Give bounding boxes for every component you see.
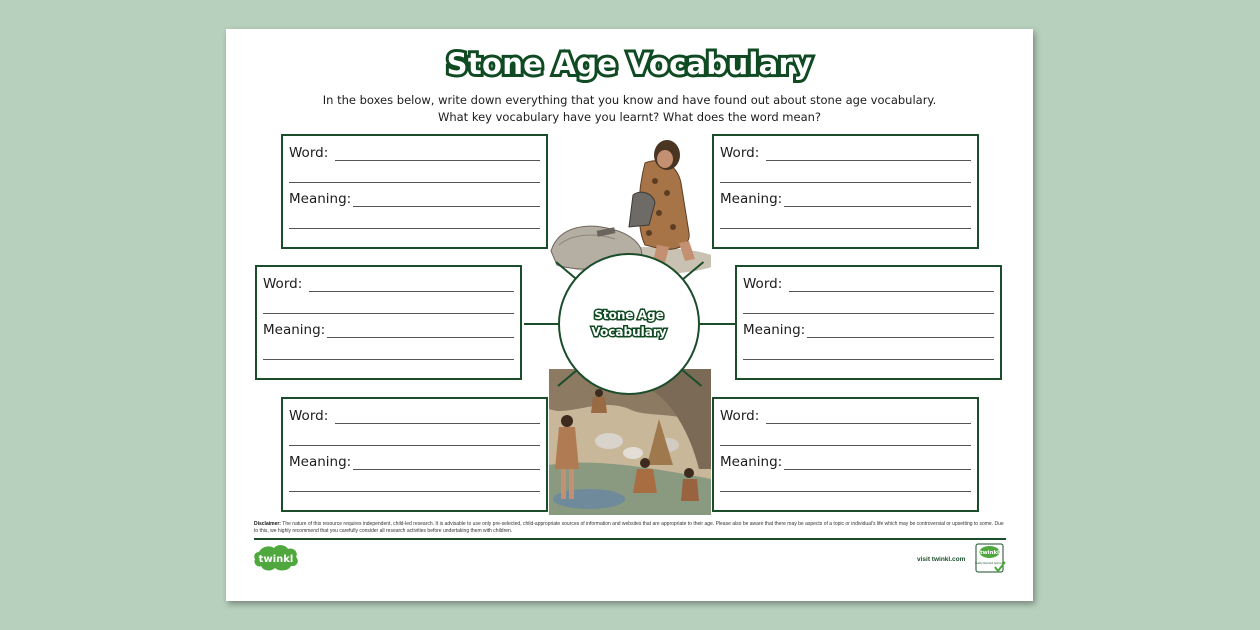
word-line-2[interactable] — [289, 445, 540, 446]
word-label: Word: — [263, 276, 303, 292]
meaning-line-2[interactable] — [263, 359, 514, 360]
caveman-illustration — [549, 133, 711, 273]
meaning-label: Meaning: — [720, 454, 783, 470]
disclaimer-text: The nature of this resource requires independent, child-led research. It is advisable to use only pre-selected, child-appropriate sources of information and websites that are appropriate to their age. Please also be aware that there may be aspects of a topic or individual's life which may be controversial or upsetting to some. Due to this, we highly recommend that you carefully consider all research activities before undertaking them with children. — [254, 521, 1004, 534]
word-line-2[interactable] — [289, 182, 540, 183]
word-label: Word: — [720, 145, 760, 161]
footer-divider — [254, 538, 1006, 540]
worksheet-page — [226, 29, 1033, 601]
worksheet-title: Stone Age Vocabulary — [446, 47, 813, 81]
connector-left — [524, 323, 560, 325]
word-line-2[interactable] — [720, 445, 971, 446]
meaning-label: Meaning: — [289, 191, 352, 207]
word-label: Word: — [289, 408, 329, 424]
instruction-line-1: In the boxes below, write down everything that you know and have found out about stone age vocabulary. — [322, 93, 937, 107]
meaning-line-2[interactable] — [720, 228, 971, 229]
vocab-box-bottom-left — [281, 397, 548, 512]
word-line-2[interactable] — [263, 313, 514, 314]
word-line[interactable] — [789, 291, 994, 292]
vocab-box-middle-right — [735, 265, 1002, 380]
vocab-box-top-left — [281, 134, 548, 249]
meaning-line[interactable] — [784, 469, 971, 470]
quality-standard-badge — [975, 543, 1006, 575]
meaning-label: Meaning: — [743, 322, 806, 338]
vocab-box-middle-left — [255, 265, 522, 380]
vocab-box-bottom-right — [712, 397, 979, 512]
twinkl-logo-text: twinkl — [258, 554, 294, 565]
word-label: Word: — [720, 408, 760, 424]
word-line-2[interactable] — [743, 313, 994, 314]
instruction-line-2: What key vocabulary have you learnt? What does the word mean? — [437, 110, 822, 124]
word-line[interactable] — [335, 160, 540, 161]
twinkl-logo[interactable] — [253, 544, 299, 572]
center-label: Stone Age Vocabulary — [591, 308, 667, 339]
meaning-line-2[interactable] — [289, 228, 540, 229]
word-line[interactable] — [766, 423, 971, 424]
meaning-label: Meaning: — [289, 454, 352, 470]
meaning-line-2[interactable] — [720, 491, 971, 492]
center-circle — [558, 253, 700, 395]
meaning-line[interactable] — [353, 469, 540, 470]
word-label: Word: — [743, 276, 783, 292]
meaning-line[interactable] — [327, 337, 514, 338]
word-label: Word: — [289, 145, 329, 161]
badge-subtitle: Quality Standard Approved — [975, 562, 1005, 565]
word-line[interactable] — [309, 291, 514, 292]
disclaimer — [254, 521, 1009, 535]
badge-title: twinkl — [979, 550, 1000, 556]
word-line-2[interactable] — [720, 182, 971, 183]
meaning-label: Meaning: — [720, 191, 783, 207]
connector-right — [698, 323, 735, 325]
meaning-line[interactable] — [807, 337, 994, 338]
meaning-line-2[interactable] — [743, 359, 994, 360]
meaning-line[interactable] — [353, 206, 540, 207]
visit-twinkl-link[interactable]: visit twinkl.com — [917, 556, 966, 563]
meaning-label: Meaning: — [263, 322, 326, 338]
disclaimer-heading: Disclaimer: — [254, 521, 281, 527]
word-line[interactable] — [766, 160, 971, 161]
meaning-line-2[interactable] — [289, 491, 540, 492]
meaning-line[interactable] — [784, 206, 971, 207]
vocab-box-top-right — [712, 134, 979, 249]
word-line[interactable] — [335, 423, 540, 424]
